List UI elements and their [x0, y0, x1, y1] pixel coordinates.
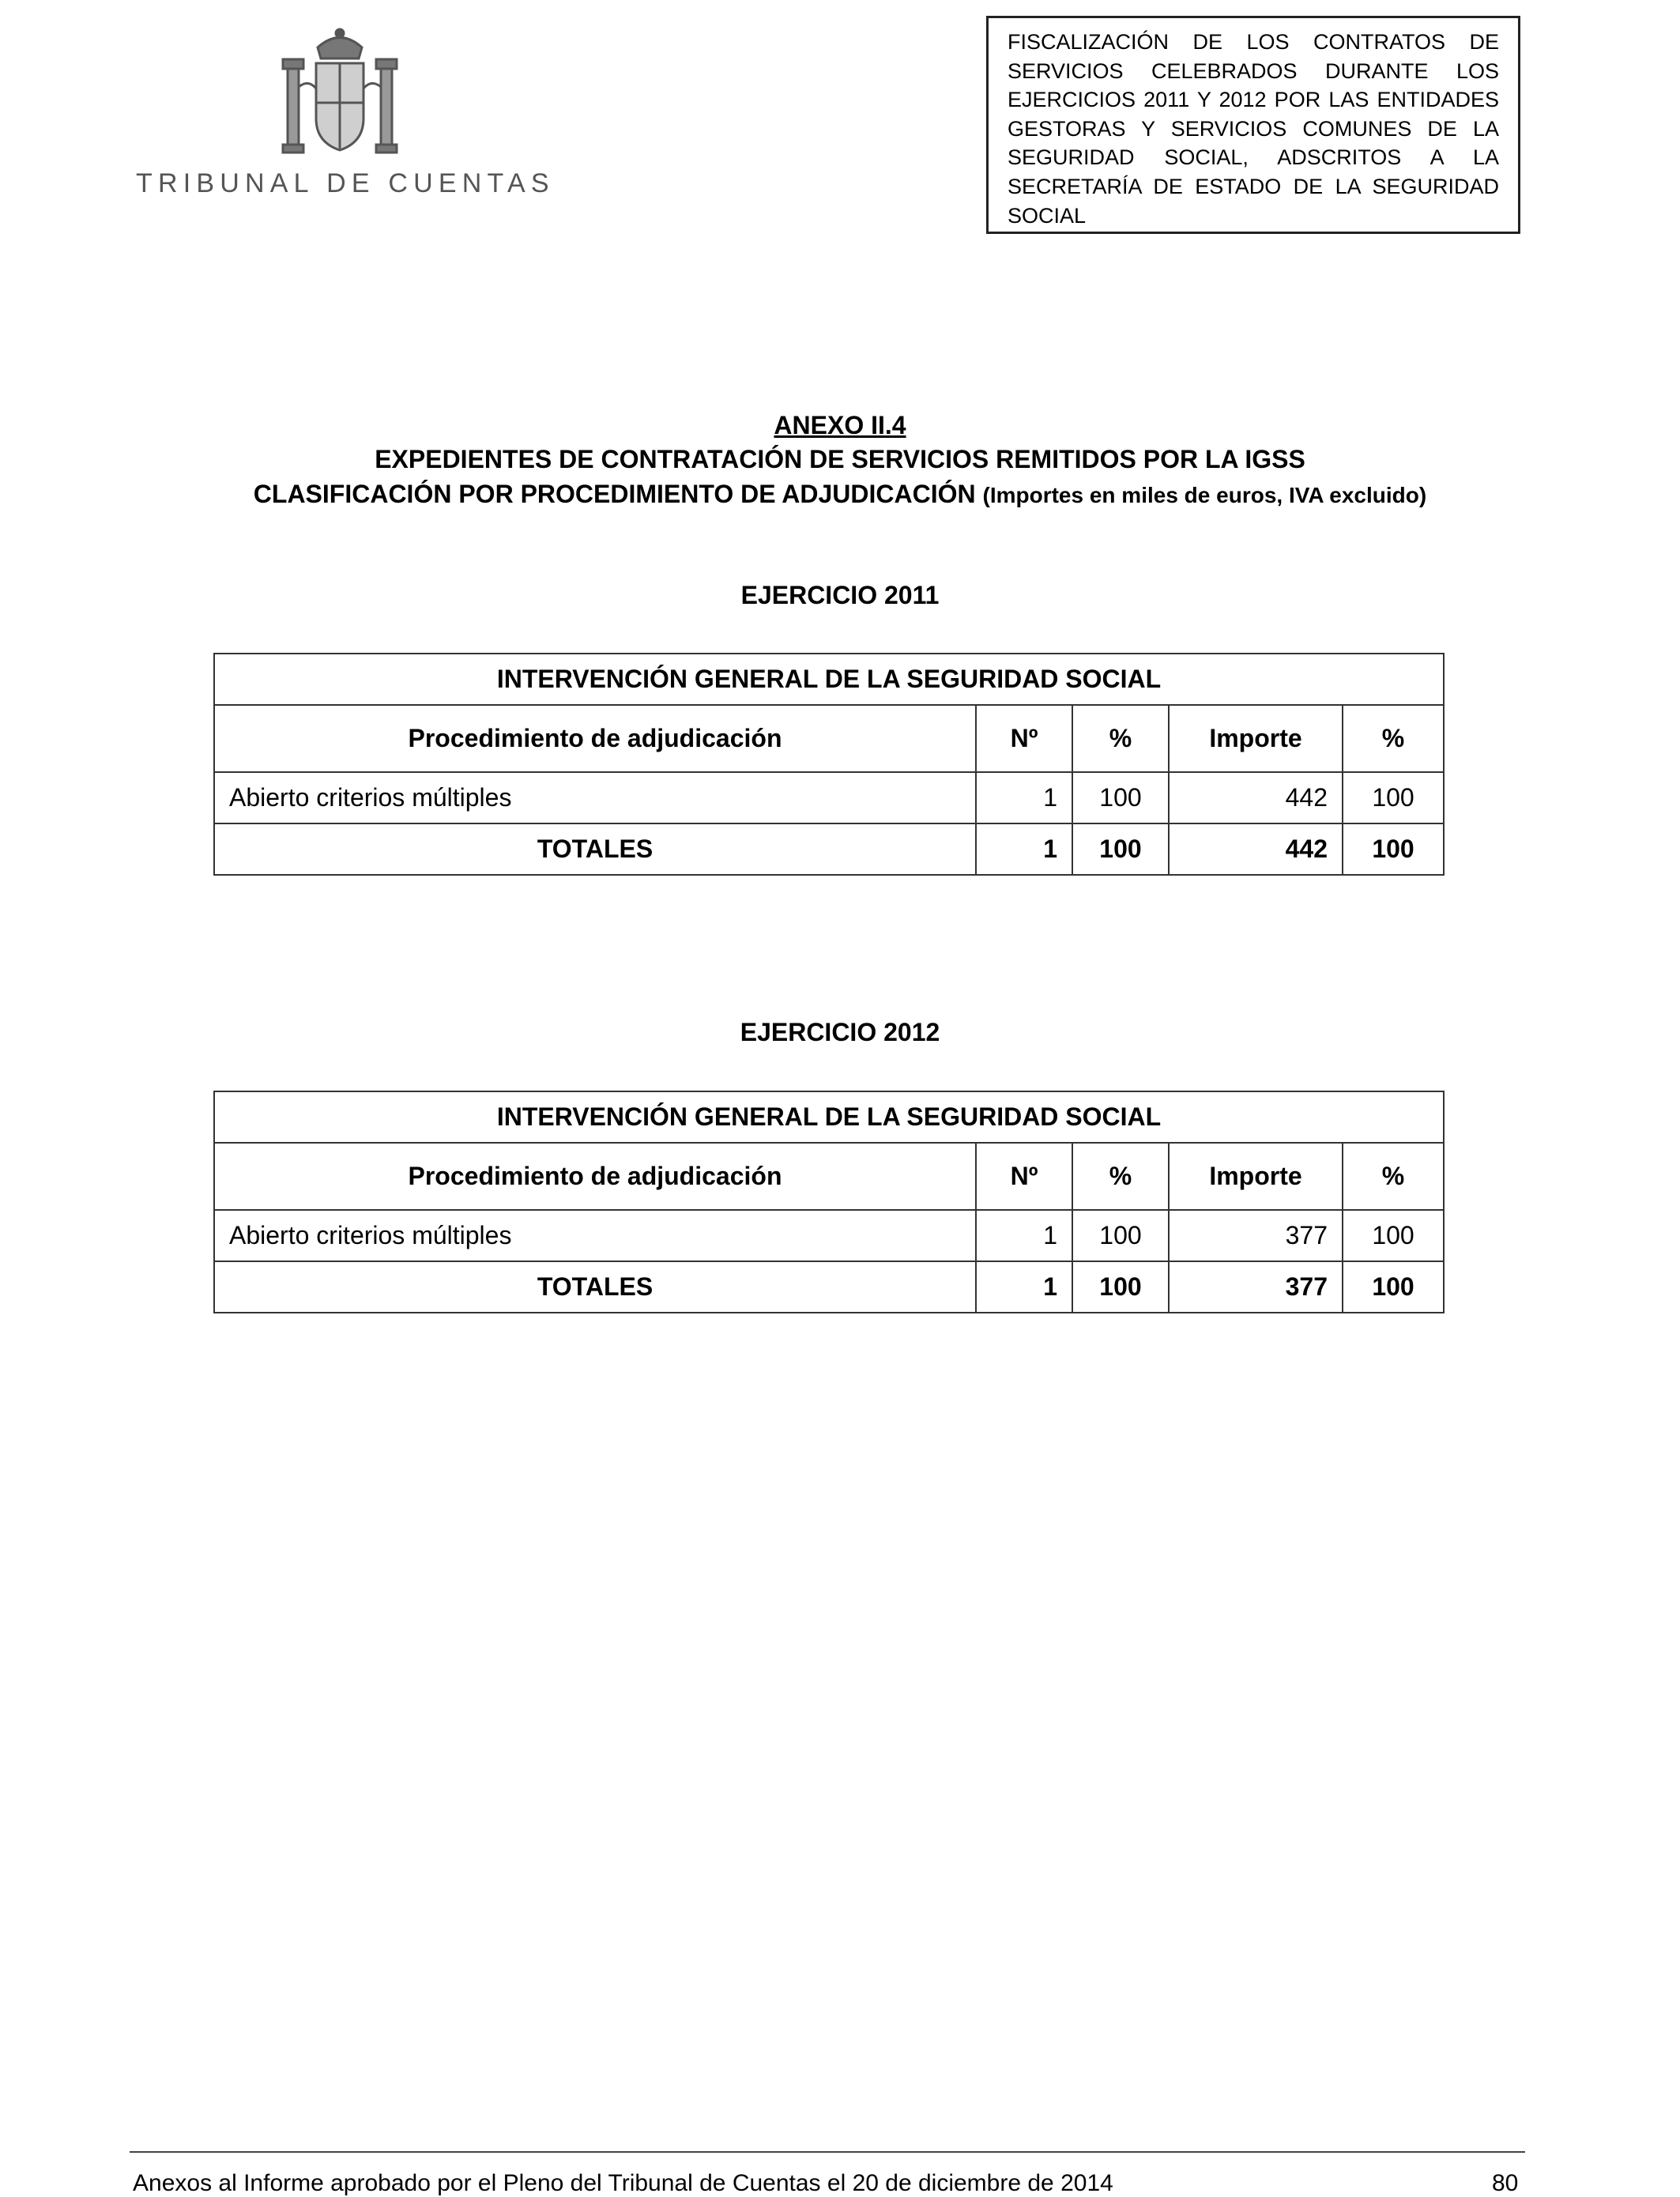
totals-label: TOTALES [214, 823, 976, 875]
cell-procedimiento: Abierto criterios múltiples [214, 772, 976, 823]
footer-text: Anexos al Informe aprobado por el Pleno del Tribunal de Cuentas el 20 de diciembre de 2014 [133, 2170, 1113, 2196]
cell-pct-importe: 100 [1343, 1210, 1444, 1261]
report-header-box: FISCALIZACIÓN DE LOS CONTRATOS DE SERVICIOS CELEBRADOS DURANTE LOS EJERCICIOS 2011 Y 2012 POR LAS ENTIDADES GESTORAS Y SERVICIOS COMUNES DE LA SEGURIDAD SOCIAL, ADSCRITOS A LA SECRETARÍA DE ESTADO DE LA SEGURIDAD SOCIAL [986, 16, 1520, 234]
cell-pct-numero: 100 [1072, 772, 1169, 823]
cell-pct-numero: 100 [1072, 1210, 1169, 1261]
col-pct-importe: % [1343, 1143, 1444, 1210]
col-importe: Importe [1169, 1143, 1343, 1210]
cell-numero: 1 [976, 772, 1072, 823]
totals-row [214, 823, 1444, 875]
table-2012 [213, 1091, 1445, 1313]
cell-importe: 377 [1169, 1210, 1343, 1261]
table-2011 [213, 653, 1445, 876]
page-number: 80 [1492, 2170, 1519, 2196]
anexo-classification [0, 480, 1680, 509]
table-title: INTERVENCIÓN GENERAL DE LA SEGURIDAD SOCIAL [214, 1091, 1444, 1143]
col-numero: Nº [976, 705, 1072, 772]
classification-note: (Importes en miles de euros, IVA excluido) [982, 483, 1427, 507]
totals-pct-numero: 100 [1072, 823, 1169, 875]
totals-pct-importe: 100 [1343, 823, 1444, 875]
cell-pct-importe: 100 [1343, 772, 1444, 823]
col-procedimiento: Procedimiento de adjudicación [214, 705, 976, 772]
cell-numero: 1 [976, 1210, 1072, 1261]
table-title: INTERVENCIÓN GENERAL DE LA SEGURIDAD SOCIAL [214, 654, 1444, 705]
col-importe: Importe [1169, 705, 1343, 772]
totals-numero: 1 [976, 823, 1072, 875]
cell-procedimiento: Abierto criterios múltiples [214, 1210, 976, 1261]
ejercicio-2011-heading: EJERCICIO 2011 [740, 581, 940, 609]
ejercicio-2012-heading: EJERCICIO 2012 [740, 1018, 940, 1046]
totals-numero: 1 [976, 1261, 1072, 1313]
coat-of-arms-icon [277, 24, 403, 162]
logo-text: TRIBUNAL DE CUENTAS [136, 168, 555, 198]
classification-text: CLASIFICACIÓN POR PROCEDIMIENTO DE ADJUDICACIÓN [253, 480, 976, 508]
totals-pct-importe: 100 [1343, 1261, 1444, 1313]
col-procedimiento: Procedimiento de adjudicación [214, 1143, 976, 1210]
col-pct-numero: % [1072, 705, 1169, 772]
col-numero: Nº [976, 1143, 1072, 1210]
anexo-title: ANEXO II.4 [774, 411, 906, 439]
table-row [214, 1210, 1444, 1261]
col-pct-importe: % [1343, 705, 1444, 772]
totals-label: TOTALES [214, 1261, 976, 1313]
anexo-subtitle: EXPEDIENTES DE CONTRATACIÓN DE SERVICIOS REMITIDOS POR LA IGSS [375, 445, 1305, 473]
table-row [214, 772, 1444, 823]
col-pct-numero: % [1072, 1143, 1169, 1210]
footer-divider [130, 2151, 1525, 2153]
totals-importe: 442 [1169, 823, 1343, 875]
totals-pct-numero: 100 [1072, 1261, 1169, 1313]
cell-importe: 442 [1169, 772, 1343, 823]
totals-row [214, 1261, 1444, 1313]
totals-importe: 377 [1169, 1261, 1343, 1313]
tribunal-logo [119, 24, 561, 213]
